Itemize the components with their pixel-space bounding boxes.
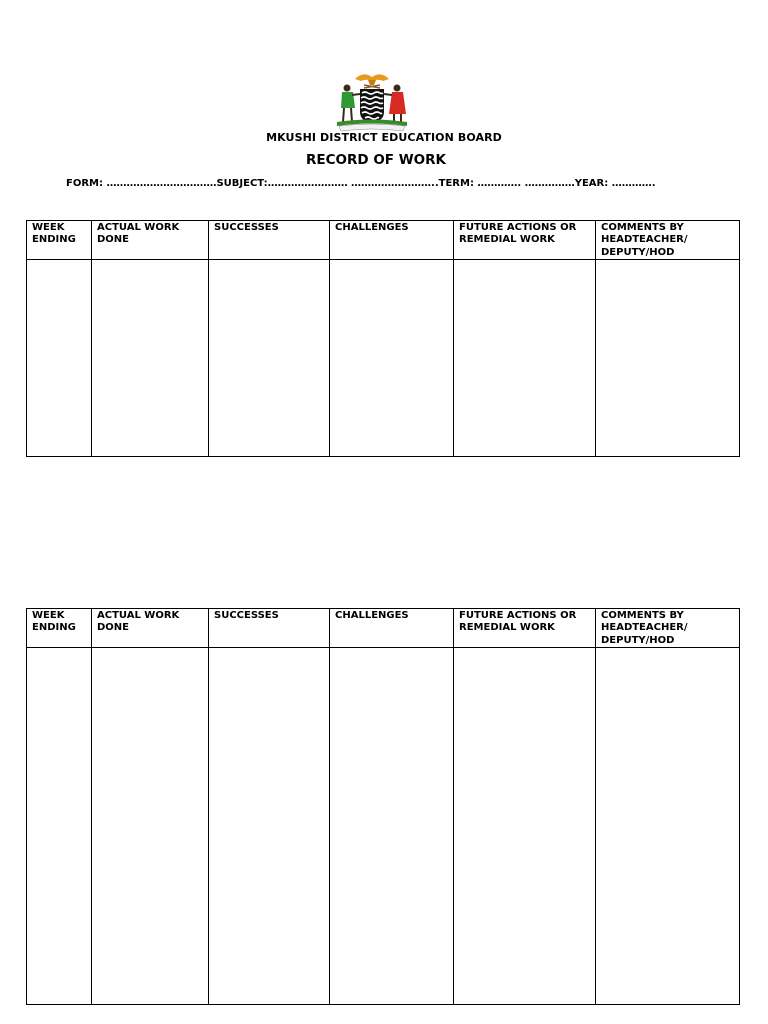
- cell-successes[interactable]: [209, 648, 330, 1005]
- header-actual-work-done: ACTUAL WORK DONE: [92, 221, 209, 260]
- header-challenges: CHALLENGES: [330, 221, 454, 260]
- record-table-2: [26, 608, 740, 1005]
- header-future-actions: FUTURE ACTIONS OR REMEDIAL WORK: [454, 221, 596, 260]
- table-header-row: [27, 221, 740, 260]
- table-row: [27, 260, 740, 457]
- coat-of-arms-emblem: [333, 70, 411, 132]
- cell-comments[interactable]: [596, 260, 740, 457]
- header-week-ending: WEEK ENDING: [27, 221, 92, 260]
- header-comments: COMMENTS BY HEADTEACHER/ DEPUTY/HOD: [596, 609, 740, 648]
- table-row: [27, 648, 740, 1005]
- cell-challenges[interactable]: [330, 648, 454, 1005]
- page-title: RECORD OF WORK: [306, 152, 446, 168]
- cell-actual-work-done[interactable]: [92, 648, 209, 1005]
- header-week-ending: WEEK ENDING: [27, 609, 92, 648]
- header-future-actions: FUTURE ACTIONS OR REMEDIAL WORK: [454, 609, 596, 648]
- cell-week-ending[interactable]: [27, 260, 92, 457]
- cell-actual-work-done[interactable]: [92, 260, 209, 457]
- record-table-1: [26, 220, 740, 457]
- header-actual-work-done: ACTUAL WORK DONE: [92, 609, 209, 648]
- header-successes: SUCCESSES: [209, 609, 330, 648]
- table-header-row: [27, 609, 740, 648]
- cell-challenges[interactable]: [330, 260, 454, 457]
- header-comments: COMMENTS BY HEADTEACHER/ DEPUTY/HOD: [596, 221, 740, 260]
- header-challenges: CHALLENGES: [330, 609, 454, 648]
- cell-week-ending[interactable]: [27, 648, 92, 1005]
- cell-comments[interactable]: [596, 648, 740, 1005]
- cell-future-actions[interactable]: [454, 648, 596, 1005]
- form-subject-term-year-line: FORM: ……………………………SUBJECT:…………………… ……………………..TERM: …………. ……………YEAR: ………….: [66, 178, 656, 189]
- cell-successes[interactable]: [209, 260, 330, 457]
- board-name: MKUSHI DISTRICT EDUCATION BOARD: [266, 131, 502, 144]
- cell-future-actions[interactable]: [454, 260, 596, 457]
- header-successes: SUCCESSES: [209, 221, 330, 260]
